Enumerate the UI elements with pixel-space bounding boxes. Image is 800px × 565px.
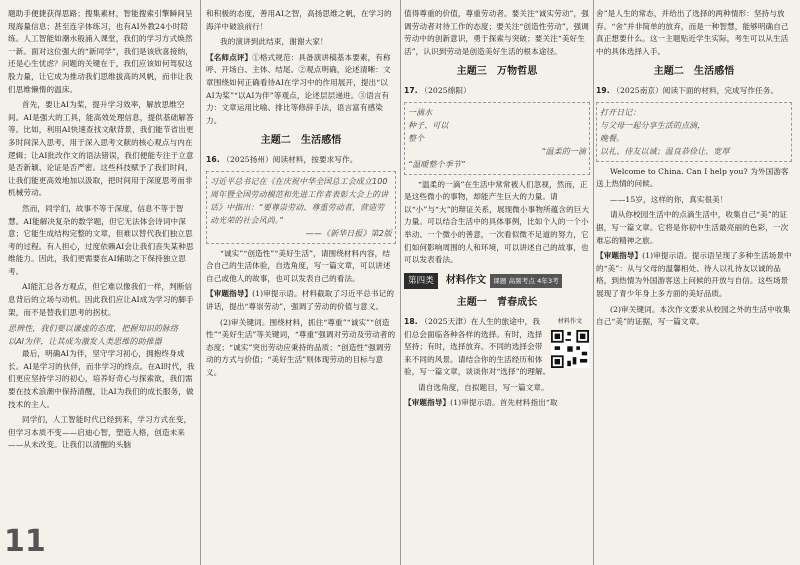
handwritten-material: [206, 171, 396, 244]
question-header: [404, 85, 590, 98]
question-number: 16.: [206, 154, 220, 164]
paragraph: AI能汇总各方观点，但它难以像我们一样，判断信息背后的立场与动机。因此我们应让AI成为学习的脚手架，而不是替我们思考的拐杖。: [8, 282, 194, 317]
handwritten-note: 思辨性，我们要以谦虚的态度，把握知识的脉络: [8, 324, 179, 334]
question-source: （2025绵阳）: [420, 85, 471, 95]
question-header: [206, 154, 396, 167]
category-banner: [404, 273, 590, 290]
review-text: ①格式规范：具备演讲稿基本要素，有称呼、开场白、主体、结尾。②观点明确，论述清晰：文章围绕如何正确看待AI在学习中的作用展开，提出“以AI为桨”“以AI为伴”等观点，论述层层递进。③语言有力：文章运用比喻、排比等修辞手法，语言富有感染力。: [206, 52, 391, 125]
paragraph: 和积极的态度，善用AI之智，高扬思维之帆，在学习的海洋中破浪前行！: [206, 9, 392, 31]
question-source: （2025南京）阅读下面的材料，完成写作任务。: [612, 85, 779, 95]
paragraph: (2)审关键词。围绕材料，抓住“尊重”“诚实”“创造性”“美好生活”等关键词，“尊重”强调对劳动及劳动者的态度；“诚实”突出劳动应秉持的品质；“创造性”强调劳动的方式与价值；“美好生活”则体现劳动的目标与意义。: [206, 317, 396, 377]
handwritten-material: [404, 102, 590, 175]
column-divider: [400, 0, 401, 565]
guide-text: (1)审提示语。材料截取了习近平总书记的讲话，提出“尊崇劳动”，强调了劳动的价值与意义。: [206, 289, 395, 311]
paragraph: 请从你校园生活中的点滴生活中，收集自己“美”的证据，写一篇文章。它将是你初中生活最亮丽的色彩，一次难忘的精神之旅。: [596, 210, 789, 245]
quote: Welcome to China. Can I help you? 为外国游客送上热情的问候。: [596, 166, 789, 189]
paragraph: 舍”是人生的常态，并给出了选择的两种情形：坚持与放弃。“舍”并非简单的放弃，而是一种智慧，能够明确自己真正想要什么。这一主题贴近学生实际，考生可以从生活中的具体选择入手。: [596, 9, 789, 56]
handwritten-note: 以AI为伴，让其成为激发人类思维的助推器: [8, 337, 162, 347]
category-title: 材料作文: [445, 274, 487, 286]
section-heading: 主题二 生活感悟: [260, 135, 342, 147]
section-heading: 主题二 生活感悟: [653, 66, 735, 78]
handwritten-line: 以礼、待友以诚；温良恭俭让、宽厚: [600, 146, 730, 156]
qr-code[interactable]: [550, 316, 590, 362]
handwritten-line: 打开日记：: [600, 107, 641, 117]
paragraph: “诚实”“创造性”“美好生活”，请围绕材料内容，结合自己的生活体验，自选角度，写一篇文章，可以讲述自己或他人的故事，也可以发表自己的看法。: [206, 248, 391, 283]
handwritten-line: “温暖整个季节”: [408, 159, 466, 169]
handwritten-line: 种子、可以: [408, 120, 449, 130]
guide-tag: 【审题指导】: [596, 251, 643, 261]
paragraph: 同学们，人工智能时代已经到来，学习方式在变，但学习本质不变——启迪心智，塑造人格，创造未来——从未改变。让我们以清醒的头脑: [8, 415, 192, 450]
question-number: 18.: [404, 316, 418, 326]
question-source: （2025天津）: [420, 316, 471, 326]
frequency-chip: 课题 高频考点 4年3考: [490, 274, 562, 289]
question-header: [596, 85, 792, 98]
qr-caption: 材料作文: [557, 317, 583, 325]
review-tag: 【名师点评】: [206, 52, 253, 62]
column-2: [206, 8, 396, 560]
paragraph: 然而，同学们，故事不等于深度，信息不等于智慧。AI能解决复杂的数学题，但它无法体会诗词中深意；它能生成结构完整的文章，但难以替代我们独立思考的过程。有人担心，过度依赖AI会让我们丧失某种思维能力。因此，我们更需要在AI辅助之下保持独立思考。: [8, 203, 194, 276]
guide-tag: 【审题指导】: [206, 289, 253, 299]
handwritten-line: ——《新华日报》第2版: [305, 228, 392, 238]
paragraph: “温柔的一滴”在生活中常常被人们忽视，然而，正是这些微小的事物，却能产生巨大的力量。请以“小”与“大”的辩证关系，展现微小事物所蕴含的巨大力量。可以结合生活中的具体事例，比如个人的一个小举动、一个微小的善意，一次看似微不足道的努力，它们如何影响周围的人和环境，可以讲述自己的故事，也可以发表看法。: [404, 179, 590, 265]
review-block: [206, 52, 396, 128]
paragraph: 请自选角度，自拟题目，写一篇文章。: [418, 382, 549, 392]
handwritten-line: 晚餐。: [600, 133, 625, 143]
column-3: [404, 8, 590, 560]
handwritten-material: [596, 102, 792, 162]
paragraph: 我的演讲到此结束，谢谢大家！: [220, 37, 328, 47]
paragraph: 最后，明确AI为伴，坚守学习初心，拥抱终身成长。AI是学习的伙伴，而非学习的终点。在AI时代，我们更应坚持学习的初心，培养好奇心与探索欲，我们需要在技术浪潮中保持清醒，让AI为我们的成长服务，做技术的主人。: [8, 349, 195, 409]
question-number: 17.: [404, 85, 418, 95]
guide-text: (1)审提示语。首先材料指出“取: [450, 398, 558, 408]
paragraph: (2)审关键词。本次作文要求从校园之外的生活中收集自己“美”的证据，写一篇文章。: [596, 304, 791, 327]
question-number: 19.: [596, 85, 610, 95]
paragraph: 值得尊重的价值，尊重劳动者。要关注“诚实劳动”，强调劳动者对待工作的态度；要关注“创造性劳动”，强调劳动中的创新意识，勇于探索与突破；要关注“美好生活”，认识到劳动是创造美好生活的根本途径。: [404, 9, 589, 56]
column-divider: [200, 0, 201, 565]
qr-code-icon: [551, 330, 589, 368]
handwritten-line: 整个: [408, 133, 425, 143]
section-heading: 主题一 青春成长: [456, 297, 538, 309]
handwritten-line: 习近平总书记在《在庆祝中华全国总工会成立100周年暨全国劳动模范和先进工作者表彰大会上的讲话》中指出：“要尊崇劳动、尊重劳动者，营造劳动光荣的社会风尚。”: [210, 176, 389, 225]
question-source: （2025扬州）阅读材料，按要求写作。: [222, 154, 358, 164]
column-4: [596, 8, 792, 560]
paragraph: 首先，要让AI为桨，提升学习效率，解放思维空间。AI是强大的工具，能高效处理信息，提供基础解答等。比如，利用AI快速查找文献背景，我们能节省出更多时间深入思考，用于深入思考文献的核心观点与内在逻辑；让AI批改作文的语法错误，我们便能专注于立意是否新颖、论证是否严密。这些科技赋予了我们时间，让我们能更高效地加以汲取，把时间用于深度思考而非机械劳动。: [8, 100, 194, 198]
handwritten-line: 一滴水: [408, 107, 433, 117]
guide-tag: 【审题指导】: [404, 398, 451, 408]
guide-text: (1)审提示语。提示语呈现了多种生活场景中的“美”：从与父母的温馨相处、待人以礼待友以诚的品格，到热情为外国游客送上问候的开放与自信。这些场景展现了青少年身上多方面的美好品质。: [596, 251, 792, 298]
category-label: 第四类: [404, 273, 438, 290]
question-body: 在人生的旅途中，我们总会面临各种各样的选择。有时，选择坚持；有时，选择放弃。不同的选择会带来不同的风景。请结合你的生活经历和体验，写一篇文章，谈谈你对“选择”的理解。: [404, 316, 551, 377]
page-number: 11: [4, 524, 46, 559]
guide-block: [596, 250, 792, 300]
guide-block: [404, 397, 590, 410]
guide-block: [206, 288, 396, 313]
column-1: [8, 8, 196, 558]
section-heading: 主题三 万物哲思: [456, 66, 538, 78]
handwritten-line: 与父母一起分享生活的点滴，: [600, 120, 706, 130]
handwritten-line: “温柔的一滴: [541, 146, 586, 156]
column-divider: [593, 0, 594, 565]
quote-attribution: ——15岁，这样的你，真实很美！: [610, 194, 728, 204]
paragraph: 题助手便捷获得思路；搜集素材，智能搜索引擎瞬间呈现海量信息；甚至连字体练习，也有AI外教24小时陪练。人工智能如潮水般涌入课堂，我们的学习方式焕然一新。面对这位强大的“新同学”，我们是该欣喜接纳，还是心生忧虑？问题的关键在于，我们应该如何驾驭这股力量，让它成为推动我们思维拔高的风帆，而非让我们思维懒惰的温床。: [8, 9, 193, 94]
